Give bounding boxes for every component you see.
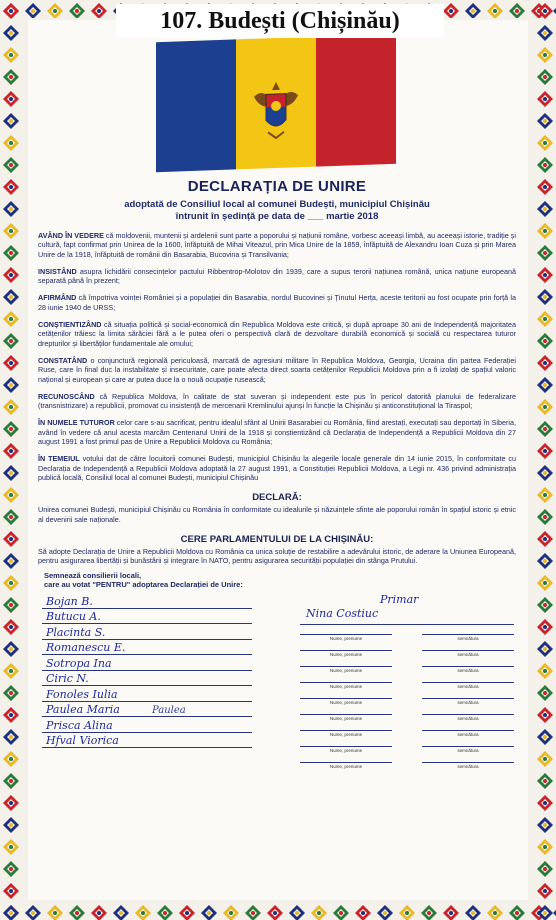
border-motif-icon xyxy=(0,462,22,484)
border-motif-icon xyxy=(534,682,556,704)
border-motif-icon xyxy=(440,902,462,920)
declaration-body xyxy=(38,178,516,783)
border-motif-icon xyxy=(0,154,22,176)
blank-signature-line: semnătura xyxy=(422,666,514,673)
blank-name-line: Nume, prenume xyxy=(300,650,392,657)
mayor-label: Primar xyxy=(380,593,419,607)
paragraph-text: asupra lichidării consecințelor pactului Ribbentrop-Molotov din 1939, care a supus terorii națiunea română, unica națiune europeană separată până în prezent; xyxy=(38,266,516,286)
blank-signature-line: semnătura xyxy=(422,650,514,657)
border-motif-icon xyxy=(0,110,22,132)
border-motif-icon xyxy=(534,308,556,330)
border-motif-icon xyxy=(534,66,556,88)
declaration-paragraph xyxy=(38,418,516,446)
border-motif-icon xyxy=(0,440,22,462)
border-motif-icon xyxy=(534,110,556,132)
border-motif-icon xyxy=(418,902,440,920)
border-motif-icon xyxy=(0,88,22,110)
blank-signature-row xyxy=(300,753,514,769)
border-motif-icon xyxy=(0,638,22,660)
councillor-name: Sotropa Ina xyxy=(46,656,112,670)
councillor-name: Fonoles Iulia xyxy=(46,687,118,701)
border-motif-icon xyxy=(534,902,556,920)
declaration-paragraph xyxy=(38,356,516,384)
blank-signature-row xyxy=(300,721,514,737)
border-motif-icon xyxy=(534,418,556,440)
border-motif-icon xyxy=(484,902,506,920)
border-motif-icon xyxy=(534,660,556,682)
blank-name-line: Nume, prenume xyxy=(300,682,392,689)
border-motif-icon xyxy=(0,484,22,506)
signature-area xyxy=(38,593,516,783)
declaration-paragraph xyxy=(38,267,516,286)
paragraph-text: că împotriva voinței României și a populației din Basarabia, nordul Bucovinei și Ținutul Herța, aceste teritorii au fost ocupate prin forță la 28 iunie 1940 de URSS; xyxy=(38,293,516,312)
border-motif-icon xyxy=(534,638,556,660)
border-motif-icon xyxy=(0,0,22,22)
blank-name-line: Nume, prenume xyxy=(300,666,392,673)
border-motif-icon xyxy=(88,902,110,920)
border-motif-icon xyxy=(534,462,556,484)
border-motif-icon xyxy=(0,132,22,154)
border-motif-icon xyxy=(534,792,556,814)
signatories-line-2: care au votat "PENTRU" adoptarea Declarației de Unire: xyxy=(44,580,243,590)
border-motif-icon xyxy=(0,66,22,88)
declaration-paragraphs xyxy=(38,231,516,482)
declaration-paragraph xyxy=(38,392,516,411)
paragraph-text: că Republica Moldova, în calitate de stat suveran și independent este pus în pericol datorită planului de federalizare (transnistrizare) a republicii, promovat cu insistență de mercenarii Kremlinului ajunși în funcție la Chișinău și anticonstituțional la Tiraspol; xyxy=(38,391,516,411)
councillor-name: Hfval Viorica xyxy=(46,734,119,748)
blank-signature-line: semnătura xyxy=(422,682,514,689)
declaration-paragraph xyxy=(38,231,516,259)
paragraph-lead: RECUNOSCÂND xyxy=(38,391,95,401)
border-motif-icon xyxy=(534,528,556,550)
border-motif-icon xyxy=(220,902,242,920)
mayor-signature-block xyxy=(300,593,514,769)
border-motif-icon xyxy=(534,726,556,748)
border-motif-icon xyxy=(534,88,556,110)
councillor-signature-row xyxy=(42,686,252,702)
border-motif-icon xyxy=(0,418,22,440)
paragraph-text: că situația politică și social-economică din Republica Moldova este critică, și după aproape 30 ani de Independență majoritatea cetățenilor trăiesc la limita sărăciei fără a le putea oferi o perspectivă clară de dezvoltare durabilă economică și socială cu respectarea tuturor drepturilor și libertăților fundamentale ale omului; xyxy=(38,320,516,348)
paragraph-text: o conjunctură regională periculoasă, marcată de agresiuni militare în Republica Moldova, Georgia, Ucraina din partea Federației Ruse, care în final duc la instabilitate și insecuritate, care poate afecta direct soarta cetățenilor Republicii Moldova prin a fi izolați de spațiul valoric național și european și care ar putea duce la o nouă ocupație rusească; xyxy=(38,355,516,384)
moldova-flag xyxy=(156,34,396,172)
border-motif-icon xyxy=(0,770,22,792)
border-motif-icon xyxy=(534,132,556,154)
councillor-name: Prisca Alina xyxy=(46,718,113,732)
blank-name-line: Nume, prenume xyxy=(300,730,392,737)
parliament-heading: CERE PARLAMENTULUI DE LA CHIȘINĂU: xyxy=(180,533,374,545)
border-motif-icon xyxy=(534,22,556,44)
councillor-signature-row xyxy=(42,593,252,609)
border-motif-icon xyxy=(0,22,22,44)
border-motif-icon xyxy=(0,308,22,330)
border-motif-icon xyxy=(264,902,286,920)
border-motif-icon xyxy=(0,814,22,836)
flag-stripe-blue xyxy=(156,39,236,172)
border-motif-icon xyxy=(132,902,154,920)
border-motif-icon xyxy=(0,264,22,286)
border-motif-icon xyxy=(0,374,22,396)
councillor-signature-row xyxy=(42,717,252,733)
declaration-subtitle-2: întrunit în ședință pe data de ___ martie 2018 xyxy=(175,211,379,222)
councillor-name: Paulea Maria xyxy=(46,703,120,717)
blank-signature-row xyxy=(300,689,514,705)
border-motif-icon xyxy=(0,528,22,550)
border-motif-icon xyxy=(242,902,264,920)
border-motif-icon xyxy=(534,154,556,176)
page-title: 107. Budești (Chișinău) xyxy=(160,7,400,34)
border-motif-icon xyxy=(534,858,556,880)
border-motif-icon xyxy=(534,330,556,352)
border-motif-icon xyxy=(0,792,22,814)
border-motif-icon xyxy=(0,704,22,726)
councillor-signature-mark: Paulea xyxy=(152,705,186,717)
border-motif-icon xyxy=(534,594,556,616)
blank-signature-line: semnătura xyxy=(422,698,514,705)
border-motif-icon xyxy=(506,0,528,18)
border-motif-icon xyxy=(0,198,22,220)
border-motif-icon xyxy=(0,396,22,418)
declaration-subtitle-1: adoptată de Consiliul local al comunei Budești, municipiul Chișinău xyxy=(124,199,430,210)
blank-name-line: Nume, prenume xyxy=(300,698,392,705)
border-motif-icon xyxy=(506,902,528,920)
blank-signature-row xyxy=(300,625,514,641)
paragraph-text: votului dat de către locuitorii comunei Budești, municipiul Chișinău la alegerile locale generale din 14 iunie 2015, în conformitate cu Declarația de Independență a Republicii Moldova adoptată la 27 august 1991, a Constituției Republicii Moldova, a Legii nr. 436 privind administrația publică locală, Consiliul local al comunei Budești, municipiul Chișinău xyxy=(38,454,516,482)
paragraph-lead: ÎN TEMEIUL xyxy=(38,454,80,464)
blank-signature-row xyxy=(300,705,514,721)
blank-signature-line: semnătura xyxy=(422,634,514,641)
councillor-signature-row xyxy=(42,624,252,640)
parliament-text: Să adopte Declarația de Unire a Republicii Moldova cu România ca unica soluție de restabilire a adevărului istoric, de aderare la Uniunea Europeană, pentru asigurarea libertății și bunăstării și integrare în NATO, pentru asigurarea securității populației din stânga Prutului. xyxy=(38,546,516,566)
border-motif-icon xyxy=(0,330,22,352)
paragraph-text: că moldovenii, muntenii și ardelenii sunt parte a poporului și națiunii române, vorbesc aceeași limbă, au aceeași istorie, tradiție și cultură, fapt confirmat prin Unirea de la 1600, înfăptuită de Mihai Viteazul, prin Mica Unire de la 1859, înfăptuită de Alexandru Ioan Cuza și prin Marea Unire de la 1918, înfăptuită de românii din Basarabia, Bucovina și Transilvania; xyxy=(38,231,516,259)
border-motif-icon xyxy=(330,902,352,920)
mayor-signature: Nina Costiuc xyxy=(300,607,514,625)
border-motif-icon xyxy=(534,572,556,594)
border-motif-icon xyxy=(0,836,22,858)
declaration-paragraph xyxy=(38,320,516,348)
border-motif-icon xyxy=(0,748,22,770)
border-motif-icon xyxy=(0,506,22,528)
decorative-border-right xyxy=(534,0,556,920)
border-motif-icon xyxy=(22,902,44,920)
paragraph-lead: ÎN NUMELE TUTUROR xyxy=(38,418,115,428)
border-motif-icon xyxy=(534,836,556,858)
councillor-name: Romanescu E. xyxy=(46,641,126,655)
paragraph-lead: AFIRMÂND xyxy=(38,293,77,303)
border-motif-icon xyxy=(534,704,556,726)
border-motif-icon xyxy=(534,374,556,396)
border-motif-icon xyxy=(534,396,556,418)
border-motif-icon xyxy=(0,176,22,198)
paragraph-lead: INSISTÂND xyxy=(38,266,77,276)
border-motif-icon xyxy=(534,550,556,572)
blank-signature-row xyxy=(300,737,514,753)
border-motif-icon xyxy=(0,220,22,242)
border-motif-icon xyxy=(374,902,396,920)
border-motif-icon xyxy=(534,198,556,220)
councillor-signature-row xyxy=(42,640,252,656)
councillor-name: Bojan B. xyxy=(46,594,93,608)
declaration-title: DECLARAȚIA DE UNIRE xyxy=(187,178,367,195)
border-motif-icon xyxy=(44,0,66,18)
title-banner xyxy=(116,4,444,38)
councillor-signature-row xyxy=(42,609,252,625)
border-motif-icon xyxy=(534,880,556,902)
border-motif-icon xyxy=(534,484,556,506)
blank-signature-line: semnătura xyxy=(422,746,514,753)
councillor-signature-row xyxy=(42,671,252,687)
border-motif-icon xyxy=(534,770,556,792)
border-motif-icon xyxy=(286,902,308,920)
decorative-border-left xyxy=(0,0,22,920)
border-motif-icon xyxy=(308,902,330,920)
declaration-paragraph xyxy=(38,454,516,482)
border-motif-icon xyxy=(534,814,556,836)
declara-text: Unirea comunei Budești, municipiul Chișinău cu România în conformitate cu idealurile și năzuințele sfinte ale poporului român în spațiul istoric și etnic al devenirii sale naționale. xyxy=(38,505,516,524)
border-motif-icon xyxy=(0,616,22,638)
border-motif-icon xyxy=(0,594,22,616)
blank-name-line: Nume, prenume xyxy=(300,746,392,753)
border-motif-icon xyxy=(66,0,88,18)
blank-signature-line: semnătura xyxy=(422,714,514,721)
paragraph-lead: CONȘTIENTIZÂND xyxy=(38,320,102,330)
councillor-signature-row xyxy=(42,655,252,671)
border-motif-icon xyxy=(484,0,506,18)
flag-stripe-yellow xyxy=(236,37,316,170)
border-motif-icon xyxy=(22,0,44,18)
border-motif-icon xyxy=(534,176,556,198)
border-motif-icon xyxy=(534,220,556,242)
border-motif-icon xyxy=(534,440,556,462)
border-motif-icon xyxy=(352,902,374,920)
border-motif-icon xyxy=(0,572,22,594)
blank-signature-row xyxy=(300,673,514,689)
border-motif-icon xyxy=(0,352,22,374)
border-motif-icon xyxy=(534,264,556,286)
decorative-border-bottom xyxy=(0,902,556,920)
border-motif-icon xyxy=(462,902,484,920)
border-motif-icon xyxy=(534,286,556,308)
councillor-signature-row xyxy=(42,702,252,718)
border-motif-icon xyxy=(44,902,66,920)
border-motif-icon xyxy=(534,352,556,374)
signatories-line-1: Semnează consilierii locali, xyxy=(44,571,142,581)
border-motif-icon xyxy=(534,0,556,22)
councillor-name: Ciric N. xyxy=(46,672,89,686)
border-motif-icon xyxy=(198,902,220,920)
border-motif-icon xyxy=(0,858,22,880)
border-motif-icon xyxy=(154,902,176,920)
border-motif-icon xyxy=(0,902,22,920)
councillor-signature-row xyxy=(42,733,252,749)
border-motif-icon xyxy=(0,44,22,66)
flag-stripe-red xyxy=(316,34,396,167)
blank-name-line: Nume, prenume xyxy=(300,714,392,721)
border-motif-icon xyxy=(0,286,22,308)
border-motif-icon xyxy=(0,880,22,902)
border-motif-icon xyxy=(396,902,418,920)
declara-heading: DECLARĂ: xyxy=(252,492,302,504)
signatories-heading xyxy=(38,571,516,589)
border-motif-icon xyxy=(534,616,556,638)
border-motif-icon xyxy=(534,506,556,528)
blank-name-line: Nume, prenume xyxy=(300,634,392,641)
blank-signature-line: semnătura xyxy=(422,762,514,769)
coat-of-arms-icon xyxy=(248,75,304,143)
blank-signature-row xyxy=(300,657,514,673)
border-motif-icon xyxy=(534,44,556,66)
councillor-name: Butucu A. xyxy=(46,610,101,624)
councillor-signatures xyxy=(42,593,252,748)
paragraph-lead: AVÂND ÎN VEDERE xyxy=(38,231,104,240)
border-motif-icon xyxy=(534,748,556,770)
blank-name-line: Nume, prenume xyxy=(300,762,392,769)
border-motif-icon xyxy=(88,0,110,18)
paragraph-text: celor care s-au sacrificat, pentru idealul sfânt al Unirii Basarabiei cu România, fiind arestați, executați sau deportați în Siberia, având în vedere că anul acesta marcăm Centenarul Unirii de la 1918 și conștientizând că Declarația de Independență a Republicii Moldova din 27 august 1991 a fost primul pas de Unire a Republicii Moldova cu România; xyxy=(38,418,516,447)
border-motif-icon xyxy=(0,242,22,264)
border-motif-icon xyxy=(176,902,198,920)
declaration-paragraph xyxy=(38,293,516,312)
border-motif-icon xyxy=(534,242,556,264)
border-motif-icon xyxy=(66,902,88,920)
border-motif-icon xyxy=(0,682,22,704)
blank-signature-line: semnătura xyxy=(422,730,514,737)
councillor-name: Placinta S. xyxy=(46,625,106,639)
blank-signature-row xyxy=(300,641,514,657)
border-motif-icon xyxy=(462,0,484,18)
border-motif-icon xyxy=(110,902,132,920)
border-motif-icon xyxy=(0,550,22,572)
border-motif-icon xyxy=(0,660,22,682)
border-motif-icon xyxy=(0,726,22,748)
paragraph-lead: CONSTATÂND xyxy=(38,355,88,365)
